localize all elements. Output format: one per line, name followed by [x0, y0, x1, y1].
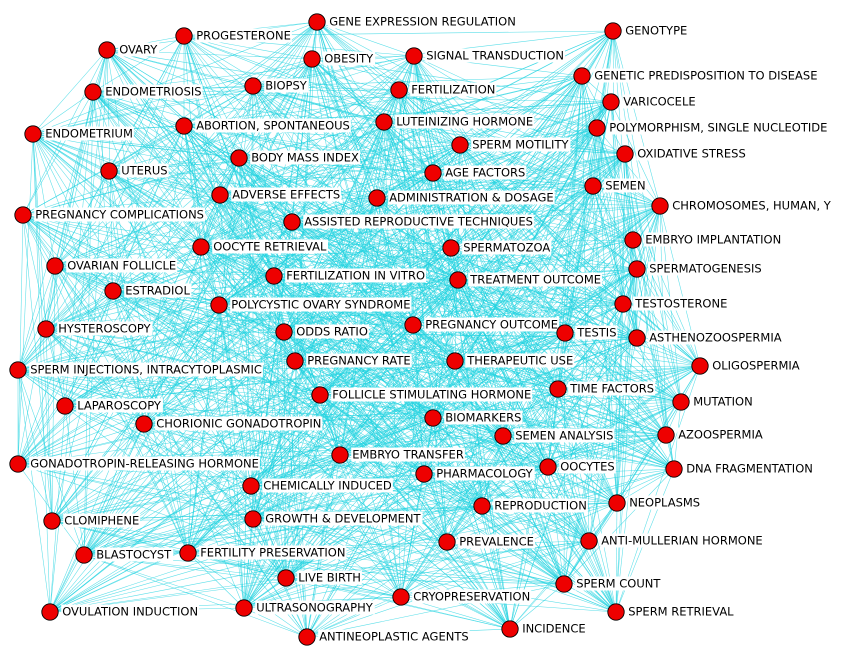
node-dot-testis[interactable]: [557, 325, 573, 341]
node-adverse-effects[interactable]: [212, 187, 341, 203]
node-label-odds-ratio: ODDS RATIO: [296, 324, 368, 339]
node-oxidative-stress[interactable]: [617, 146, 747, 162]
node-polymorphism-single-nucleotide[interactable]: [589, 120, 829, 136]
node-label-clomiphene: CLOMIPHENE: [64, 513, 140, 528]
node-pregnancy-outcome[interactable]: [405, 317, 559, 333]
node-dot-luteinizing-hormone[interactable]: [376, 114, 392, 130]
node-label-semen: SEMEN: [605, 178, 646, 193]
node-signal-transduction[interactable]: [406, 48, 565, 64]
node-varicocele[interactable]: [603, 94, 697, 110]
node-label-mutation: MUTATION: [693, 394, 753, 409]
node-dot-spermatogenesis[interactable]: [629, 261, 645, 277]
node-dot-live-birth[interactable]: [278, 570, 294, 586]
node-label-semen-analysis: SEMEN ANALYSIS: [515, 428, 614, 443]
node-dot-sperm-retrieval[interactable]: [608, 604, 624, 620]
node-dot-genetic-predisposition-to-disease[interactable]: [574, 68, 590, 84]
node-label-asthenozoospermia: ASTHENOZOOSPERMIA: [649, 330, 782, 345]
node-mutation[interactable]: [673, 394, 754, 410]
node-obesity[interactable]: [304, 51, 375, 67]
node-label-neoplasms: NEOPLASMS: [629, 495, 701, 510]
node-label-signal-transduction: SIGNAL TRANSDUCTION: [426, 48, 565, 63]
node-dot-varicocele[interactable]: [603, 94, 619, 110]
node-therapeutic-use[interactable]: [447, 353, 574, 369]
node-label-endometrium: ENDOMETRIUM: [45, 126, 133, 141]
node-label-administration-dosage: ADMINISTRATION & DOSAGE: [389, 190, 554, 205]
node-label-treatment-outcome: TREATMENT OUTCOME: [470, 272, 602, 287]
node-dot-embryo-transfer[interactable]: [332, 447, 348, 463]
node-label-cryopreservation: CRYOPRESERVATION: [413, 589, 531, 604]
node-dot-chromosomes-human-y[interactable]: [652, 198, 668, 214]
node-label-azoospermia: AZOOSPERMIA: [678, 427, 763, 442]
node-label-oligospermia: OLIGOSPERMIA: [712, 358, 800, 373]
node-label-follicle-stimulating-hormone: FOLLICLE STIMULATING HORMONE: [332, 387, 532, 402]
node-dot-prevalence[interactable]: [439, 534, 455, 550]
node-label-growth-development: GROWTH & DEVELOPMENT: [265, 511, 421, 526]
node-dot-adverse-effects[interactable]: [212, 187, 228, 203]
node-label-prevalence: PREVALENCE: [459, 534, 534, 549]
node-dot-polycystic-ovary-syndrome[interactable]: [211, 297, 227, 313]
node-dot-gonadotropin-releasing-hormone[interactable]: [10, 456, 26, 472]
node-label-anti-mullerian-hormone: ANTI-MULLERIAN HORMONE: [601, 533, 763, 548]
node-label-sperm-count: SPERM COUNT: [576, 576, 661, 591]
node-label-genetic-predisposition-to-disease: GENETIC PREDISPOSITION TO DISEASE: [594, 68, 818, 83]
node-dot-sperm-motility[interactable]: [452, 137, 468, 153]
node-label-spermatozoa: SPERMATOZOA: [463, 240, 551, 255]
node-dot-endometrium[interactable]: [25, 126, 41, 142]
node-label-chemically-induced: CHEMICALLY INDUCED: [263, 478, 392, 493]
node-sperm-injections-intracytoplasmic[interactable]: [10, 362, 263, 378]
node-dot-ovarian-follicle[interactable]: [47, 258, 63, 274]
node-dot-neoplasms[interactable]: [609, 495, 625, 511]
node-label-gene-expression-regulation: GENE EXPRESSION REGULATION: [329, 14, 516, 29]
node-label-luteinizing-hormone: LUTEINIZING HORMONE: [396, 114, 534, 129]
node-ultrasonography[interactable]: [236, 600, 375, 616]
node-dot-uterus[interactable]: [101, 163, 117, 179]
node-dot-azoospermia[interactable]: [658, 427, 674, 443]
node-dot-blastocyst[interactable]: [76, 547, 92, 563]
node-chemically-induced[interactable]: [243, 478, 393, 494]
node-dot-embryo-implantation[interactable]: [625, 232, 641, 248]
node-label-assisted-reproductive-techniques: ASSISTED REPRODUCTIVE TECHNIQUES: [304, 214, 533, 229]
node-dot-growth-development[interactable]: [245, 511, 261, 527]
node-ovary[interactable]: [99, 42, 160, 58]
node-label-pregnancy-outcome: PREGNANCY OUTCOME: [425, 317, 558, 332]
node-ovulation-induction[interactable]: [42, 604, 199, 620]
node-label-body-mass-index: BODY MASS INDEX: [251, 150, 359, 165]
node-dot-dna-fragmentation[interactable]: [666, 461, 682, 477]
node-genotype[interactable]: [605, 23, 688, 39]
node-dot-biomarkers[interactable]: [425, 410, 441, 426]
node-oligospermia[interactable]: [692, 358, 801, 374]
node-dna-fragmentation[interactable]: [666, 461, 814, 477]
node-biopsy[interactable]: [245, 78, 309, 94]
node-label-progesterone: PROGESTERONE: [196, 28, 291, 43]
node-label-endometriosis: ENDOMETRIOSIS: [105, 84, 202, 99]
node-dot-asthenozoospermia[interactable]: [629, 330, 645, 346]
node-label-ovarian-follicle: OVARIAN FOLLICLE: [67, 258, 177, 273]
node-dot-body-mass-index[interactable]: [231, 150, 247, 166]
node-dot-anti-mullerian-hormone[interactable]: [581, 533, 597, 549]
edge-fertility-preservation-cryopreservation: [188, 553, 401, 597]
node-dot-ovulation-induction[interactable]: [42, 604, 58, 620]
node-dot-abortion-spontaneous[interactable]: [176, 118, 192, 134]
node-dot-pregnancy-outcome[interactable]: [405, 317, 421, 333]
node-dot-gene-expression-regulation[interactable]: [309, 14, 325, 30]
node-embryo-transfer[interactable]: [332, 447, 465, 463]
node-dot-oligospermia[interactable]: [692, 358, 708, 374]
node-label-fertility-preservation: FERTILITY PRESERVATION: [200, 545, 346, 560]
node-dot-assisted-reproductive-techniques[interactable]: [284, 214, 300, 230]
node-odds-ratio[interactable]: [276, 324, 369, 340]
node-label-fertilization-in-vitro: FERTILIZATION IN VITRO: [286, 268, 426, 283]
node-uterus[interactable]: [101, 163, 169, 179]
node-azoospermia[interactable]: [658, 427, 764, 443]
node-incidence[interactable]: [502, 621, 587, 637]
node-dot-antineoplastic-agents[interactable]: [299, 629, 315, 645]
node-dot-age-factors[interactable]: [425, 165, 441, 181]
node-label-genotype: GENOTYPE: [625, 23, 688, 38]
node-label-estradiol: ESTRADIOL: [125, 283, 190, 298]
node-dot-oxidative-stress[interactable]: [617, 146, 633, 162]
node-laparoscopy[interactable]: [57, 398, 163, 414]
node-dot-oocyte-retrieval[interactable]: [193, 239, 209, 255]
node-gene-expression-regulation[interactable]: [309, 14, 517, 30]
node-label-biomarkers: BIOMARKERS: [445, 410, 522, 425]
node-chromosomes-human-y[interactable]: [652, 198, 833, 214]
node-label-laparoscopy: LAPAROSCOPY: [77, 398, 161, 413]
node-label-antineoplastic-agents: ANTINEOPLASTIC AGENTS: [319, 629, 469, 644]
node-label-biopsy: BIOPSY: [265, 78, 307, 93]
node-spermatogenesis[interactable]: [629, 261, 763, 277]
node-label-adverse-effects: ADVERSE EFFECTS: [232, 187, 341, 202]
node-sperm-retrieval[interactable]: [608, 604, 735, 620]
node-dot-follicle-stimulating-hormone[interactable]: [312, 387, 328, 403]
node-time-factors[interactable]: [550, 381, 655, 397]
node-label-ultrasonography: ULTRASONOGRAPHY: [256, 600, 373, 615]
node-dot-progesterone[interactable]: [176, 28, 192, 44]
node-testis[interactable]: [557, 325, 618, 341]
node-label-spermatogenesis: SPERMATOGENESIS: [649, 261, 762, 276]
node-label-sperm-injections-intracytoplasmic: SPERM INJECTIONS, INTRACYTOPLASMIC: [30, 362, 262, 377]
node-label-dna-fragmentation: DNA FRAGMENTATION: [686, 461, 813, 476]
node-label-polycystic-ovary-syndrome: POLYCYSTIC OVARY SYNDROME: [231, 297, 411, 312]
node-label-uterus: UTERUS: [121, 163, 168, 178]
node-dot-estradiol[interactable]: [105, 283, 121, 299]
node-label-reproduction: REPRODUCTION: [494, 498, 587, 513]
node-label-oocyte-retrieval: OOCYTE RETRIEVAL: [213, 239, 327, 254]
node-dot-ultrasonography[interactable]: [236, 600, 252, 616]
node-antineoplastic-agents[interactable]: [299, 629, 470, 645]
node-label-obesity: OBESITY: [324, 51, 374, 66]
node-abortion-spontaneous[interactable]: [176, 118, 351, 134]
node-label-gonadotropin-releasing-hormone: GONADOTROPIN-RELEASING HORMONE: [30, 456, 259, 471]
node-label-embryo-transfer: EMBRYO TRANSFER: [352, 447, 464, 462]
node-cryopreservation[interactable]: [393, 589, 531, 605]
node-oocyte-retrieval[interactable]: [193, 239, 328, 255]
node-dot-administration-dosage[interactable]: [369, 190, 385, 206]
node-label-pregnancy-rate: PREGNANCY RATE: [307, 353, 411, 368]
node-label-age-factors: AGE FACTORS: [445, 165, 526, 180]
node-blastocyst[interactable]: [76, 547, 173, 563]
node-label-live-birth: LIVE BIRTH: [298, 570, 361, 585]
node-label-ovulation-induction: OVULATION INDUCTION: [62, 604, 199, 619]
node-dot-spermatozoa[interactable]: [443, 240, 459, 256]
node-administration-dosage[interactable]: [369, 190, 555, 206]
node-dot-cryopreservation[interactable]: [393, 589, 409, 605]
node-dot-semen-analysis[interactable]: [495, 428, 511, 444]
node-dot-pharmacology[interactable]: [416, 466, 432, 482]
node-ovarian-follicle[interactable]: [47, 258, 177, 274]
node-dot-reproduction[interactable]: [474, 498, 490, 514]
node-fertilization-in-vitro[interactable]: [266, 268, 426, 284]
node-chorionic-gonadotropin[interactable]: [136, 416, 323, 432]
edge-genotype-mutation: [613, 31, 681, 402]
node-dot-therapeutic-use[interactable]: [447, 353, 463, 369]
node-label-hysteroscopy: HYSTEROSCOPY: [58, 321, 151, 336]
node-dot-fertility-preservation[interactable]: [180, 545, 196, 561]
node-polycystic-ovary-syndrome[interactable]: [211, 297, 412, 313]
node-sperm-count[interactable]: [556, 576, 663, 592]
node-biomarkers[interactable]: [425, 410, 523, 426]
node-dot-signal-transduction[interactable]: [406, 48, 422, 64]
node-label-testosterone: TESTOSTERONE: [635, 296, 728, 311]
node-dot-genotype[interactable]: [605, 23, 621, 39]
node-treatment-outcome[interactable]: [450, 272, 602, 288]
node-label-testis: TESTIS: [577, 325, 617, 340]
node-pregnancy-complications[interactable]: [15, 207, 205, 223]
node-dot-oocytes[interactable]: [540, 459, 556, 475]
node-dot-biopsy[interactable]: [245, 78, 261, 94]
node-follicle-stimulating-hormone[interactable]: [312, 387, 532, 403]
node-anti-mullerian-hormone[interactable]: [581, 533, 764, 549]
node-dot-treatment-outcome[interactable]: [450, 272, 466, 288]
node-dot-chemically-induced[interactable]: [243, 478, 259, 494]
node-dot-semen[interactable]: [585, 178, 601, 194]
node-dot-obesity[interactable]: [304, 51, 320, 67]
node-semen[interactable]: [585, 178, 647, 194]
node-label-therapeutic-use: THERAPEUTIC USE: [467, 353, 574, 368]
node-prevalence[interactable]: [439, 534, 535, 550]
node-asthenozoospermia[interactable]: [629, 330, 783, 346]
node-label-ovary: OVARY: [119, 42, 158, 57]
node-gonadotropin-releasing-hormone[interactable]: [10, 456, 260, 472]
node-dot-testosterone[interactable]: [615, 296, 631, 312]
node-clomiphene[interactable]: [44, 513, 141, 529]
node-growth-development[interactable]: [245, 511, 423, 527]
node-dot-odds-ratio[interactable]: [276, 324, 292, 340]
node-dot-time-factors[interactable]: [550, 381, 566, 397]
node-dot-incidence[interactable]: [502, 621, 518, 637]
node-label-oxidative-stress: OXIDATIVE STRESS: [637, 146, 746, 161]
node-label-fertilization: FERTILIZATION: [411, 82, 496, 97]
node-label-blastocyst: BLASTOCYST: [96, 547, 172, 562]
node-dot-pregnancy-rate[interactable]: [287, 353, 303, 369]
node-label-chorionic-gonadotropin: CHORIONIC GONADOTROPIN: [156, 416, 322, 431]
node-fertility-preservation[interactable]: [180, 545, 347, 561]
edge-growth-development-ovulation-induction: [50, 519, 253, 612]
node-oocytes[interactable]: [540, 459, 616, 475]
node-label-pharmacology: PHARMACOLOGY: [436, 466, 533, 481]
node-label-pregnancy-complications: PREGNANCY COMPLICATIONS: [35, 207, 204, 222]
node-label-time-factors: TIME FACTORS: [570, 381, 655, 396]
node-label-embryo-implantation: EMBRYO IMPLANTATION: [645, 232, 782, 247]
edge-pregnancy-complications-gonadotropin-releasing-hormone: [18, 215, 23, 464]
node-dot-mutation[interactable]: [673, 394, 689, 410]
node-embryo-implantation[interactable]: [625, 232, 782, 248]
node-dot-sperm-count[interactable]: [556, 576, 572, 592]
node-label-polymorphism-single-nucleotide: POLYMORPHISM, SINGLE NUCLEOTIDE: [609, 120, 828, 135]
node-estradiol[interactable]: [105, 283, 192, 299]
node-label-incidence: INCIDENCE: [522, 621, 586, 636]
node-dot-fertilization[interactable]: [391, 82, 407, 98]
edge-ovarian-follicle-hysteroscopy: [46, 266, 55, 329]
node-label-chromosomes-human-y: CHROMOSOMES, HUMAN, Y: [672, 198, 831, 213]
node-genetic-predisposition-to-disease[interactable]: [574, 68, 819, 84]
node-assisted-reproductive-techniques[interactable]: [284, 214, 534, 230]
node-label-oocytes: OOCYTES: [560, 459, 615, 474]
node-label-abortion-spontaneous: ABORTION, SPONTANEOUS: [196, 118, 350, 133]
node-label-sperm-motility: SPERM MOTILITY: [472, 137, 569, 152]
node-dot-polymorphism-single-nucleotide[interactable]: [589, 120, 605, 136]
node-luteinizing-hormone[interactable]: [376, 114, 534, 130]
node-dot-endometriosis[interactable]: [85, 84, 101, 100]
node-dot-clomiphene[interactable]: [44, 513, 60, 529]
node-dot-hysteroscopy[interactable]: [38, 321, 54, 337]
node-label-sperm-retrieval: SPERM RETRIEVAL: [628, 604, 734, 619]
node-dot-pregnancy-complications[interactable]: [15, 207, 31, 223]
node-dot-chorionic-gonadotropin[interactable]: [136, 416, 152, 432]
node-dot-fertilization-in-vitro[interactable]: [266, 268, 282, 284]
node-neoplasms[interactable]: [609, 495, 701, 511]
node-live-birth[interactable]: [278, 570, 362, 586]
node-label-varicocele: VARICOCELE: [623, 94, 696, 109]
node-dot-laparoscopy[interactable]: [57, 398, 73, 414]
node-dot-sperm-injections-intracytoplasmic[interactable]: [10, 362, 26, 378]
node-dot-ovary[interactable]: [99, 42, 115, 58]
